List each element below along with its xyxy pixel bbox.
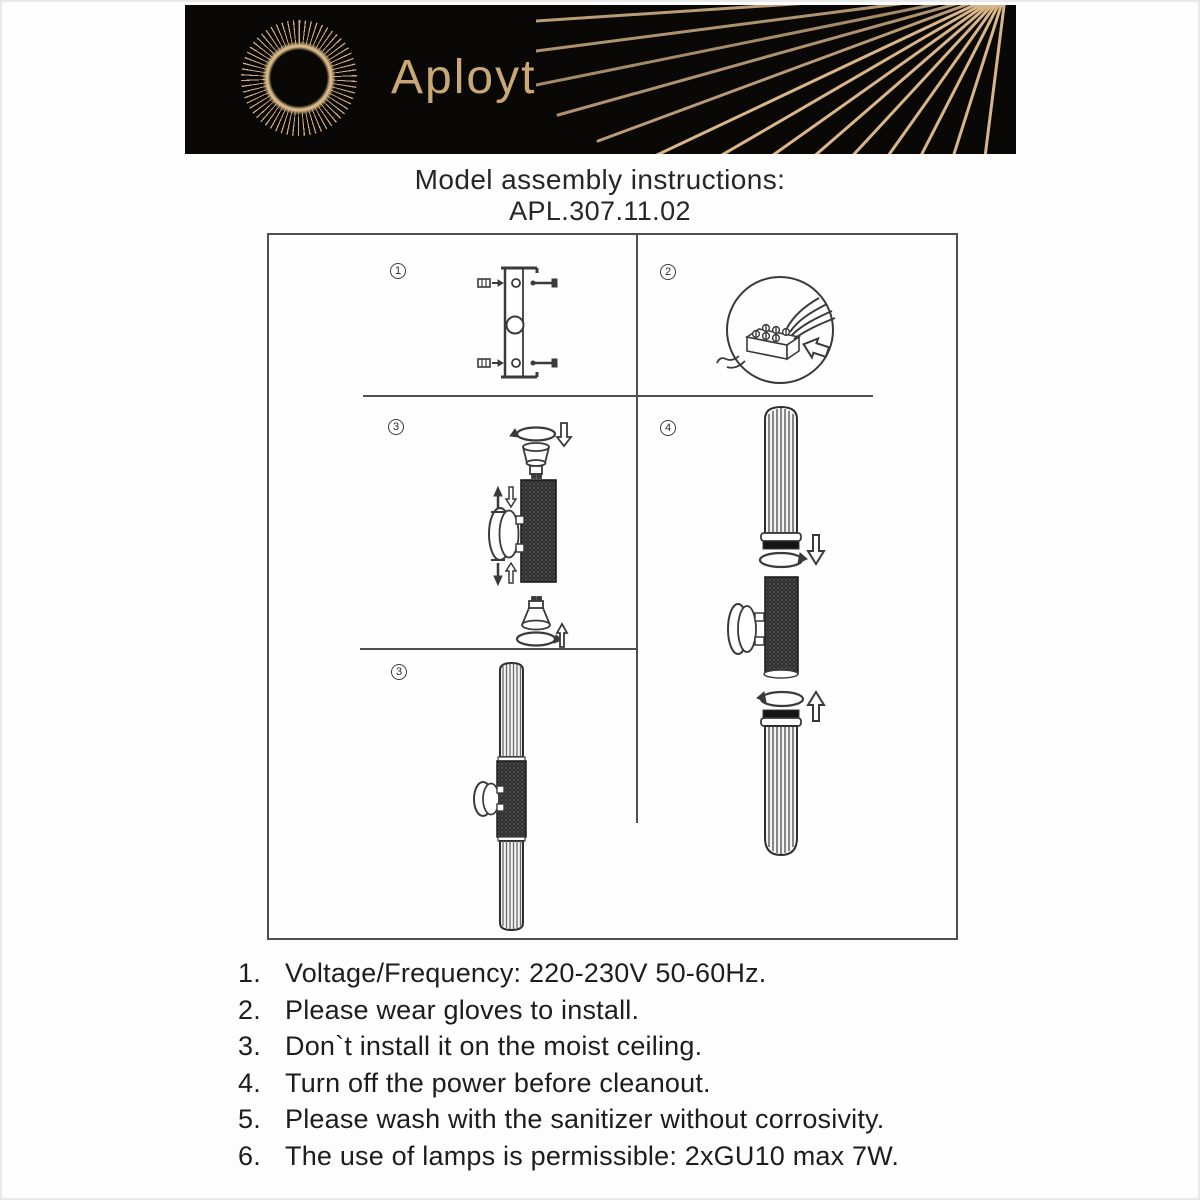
exploded-shade-assembly-art <box>728 407 824 855</box>
list-item-text: Please wear gloves to install. <box>285 994 640 1025</box>
title-block <box>0 163 1200 227</box>
panel-number-3: 3 <box>388 419 404 435</box>
panel-number-5: 3 <box>391 664 407 680</box>
list-item-number: 2. <box>238 994 261 1025</box>
gu10-bulb-icon <box>523 443 549 478</box>
assembled-wall-lamp-art <box>474 663 526 930</box>
gu10-bulb-icon <box>522 597 550 630</box>
wall-anchor-icon <box>478 279 503 367</box>
down-arrow-icon <box>506 487 516 507</box>
list-item <box>238 993 1038 1030</box>
instruction-list <box>238 956 1038 1175</box>
radial-rays-icon <box>536 5 1016 154</box>
assembly-diagram <box>267 233 958 940</box>
list-item <box>238 1139 1038 1176</box>
screw-icon <box>531 279 557 367</box>
panel-number-2: 2 <box>660 264 676 280</box>
body-with-gu10-bulbs-art <box>489 423 571 647</box>
list-item <box>238 956 1038 993</box>
list-item-text: The use of lamps is permissible: 2xGU10 max 7W. <box>285 1140 900 1171</box>
list-item-text: Turn off the power before cleanout. <box>285 1067 711 1098</box>
up-arrow-icon <box>506 563 516 583</box>
brand-name: Aployt <box>391 51 537 104</box>
up-arrow-icon <box>557 624 567 647</box>
model-number: APL.307.11.02 <box>509 196 691 226</box>
panel-number-4: 4 <box>660 420 676 436</box>
list-item-number: 4. <box>238 1067 261 1098</box>
list-item-number: 5. <box>238 1104 261 1134</box>
down-arrow-icon <box>808 535 824 564</box>
up-arrow-icon <box>808 692 824 721</box>
brand-banner <box>185 5 1016 154</box>
list-item-text: Voltage/Frequency: 220-230V 50-60Hz. <box>285 958 767 988</box>
list-item-text: Don`t install it on the moist ceiling. <box>285 1031 703 1061</box>
list-item <box>238 1066 1038 1103</box>
direction-arrow-icon <box>800 335 830 362</box>
panel-number-1: 1 <box>390 263 406 279</box>
down-arrow-icon <box>557 423 571 446</box>
list-item-number: 1. <box>238 958 261 988</box>
list-item-text: Please wash with the sanitizer without corrosivity. <box>285 1104 885 1134</box>
list-item <box>238 1029 1038 1066</box>
wall-plate-with-screws-art <box>478 268 557 377</box>
diagram-line-art <box>269 235 956 938</box>
list-item <box>238 1102 1038 1139</box>
wiring-terminal-block-art <box>717 277 835 383</box>
list-item-number: 6. <box>238 1140 261 1171</box>
sunburst-eclipse-icon <box>241 20 357 136</box>
page-title: Model assembly instructions: <box>414 164 786 195</box>
list-item-number: 3. <box>238 1031 261 1061</box>
